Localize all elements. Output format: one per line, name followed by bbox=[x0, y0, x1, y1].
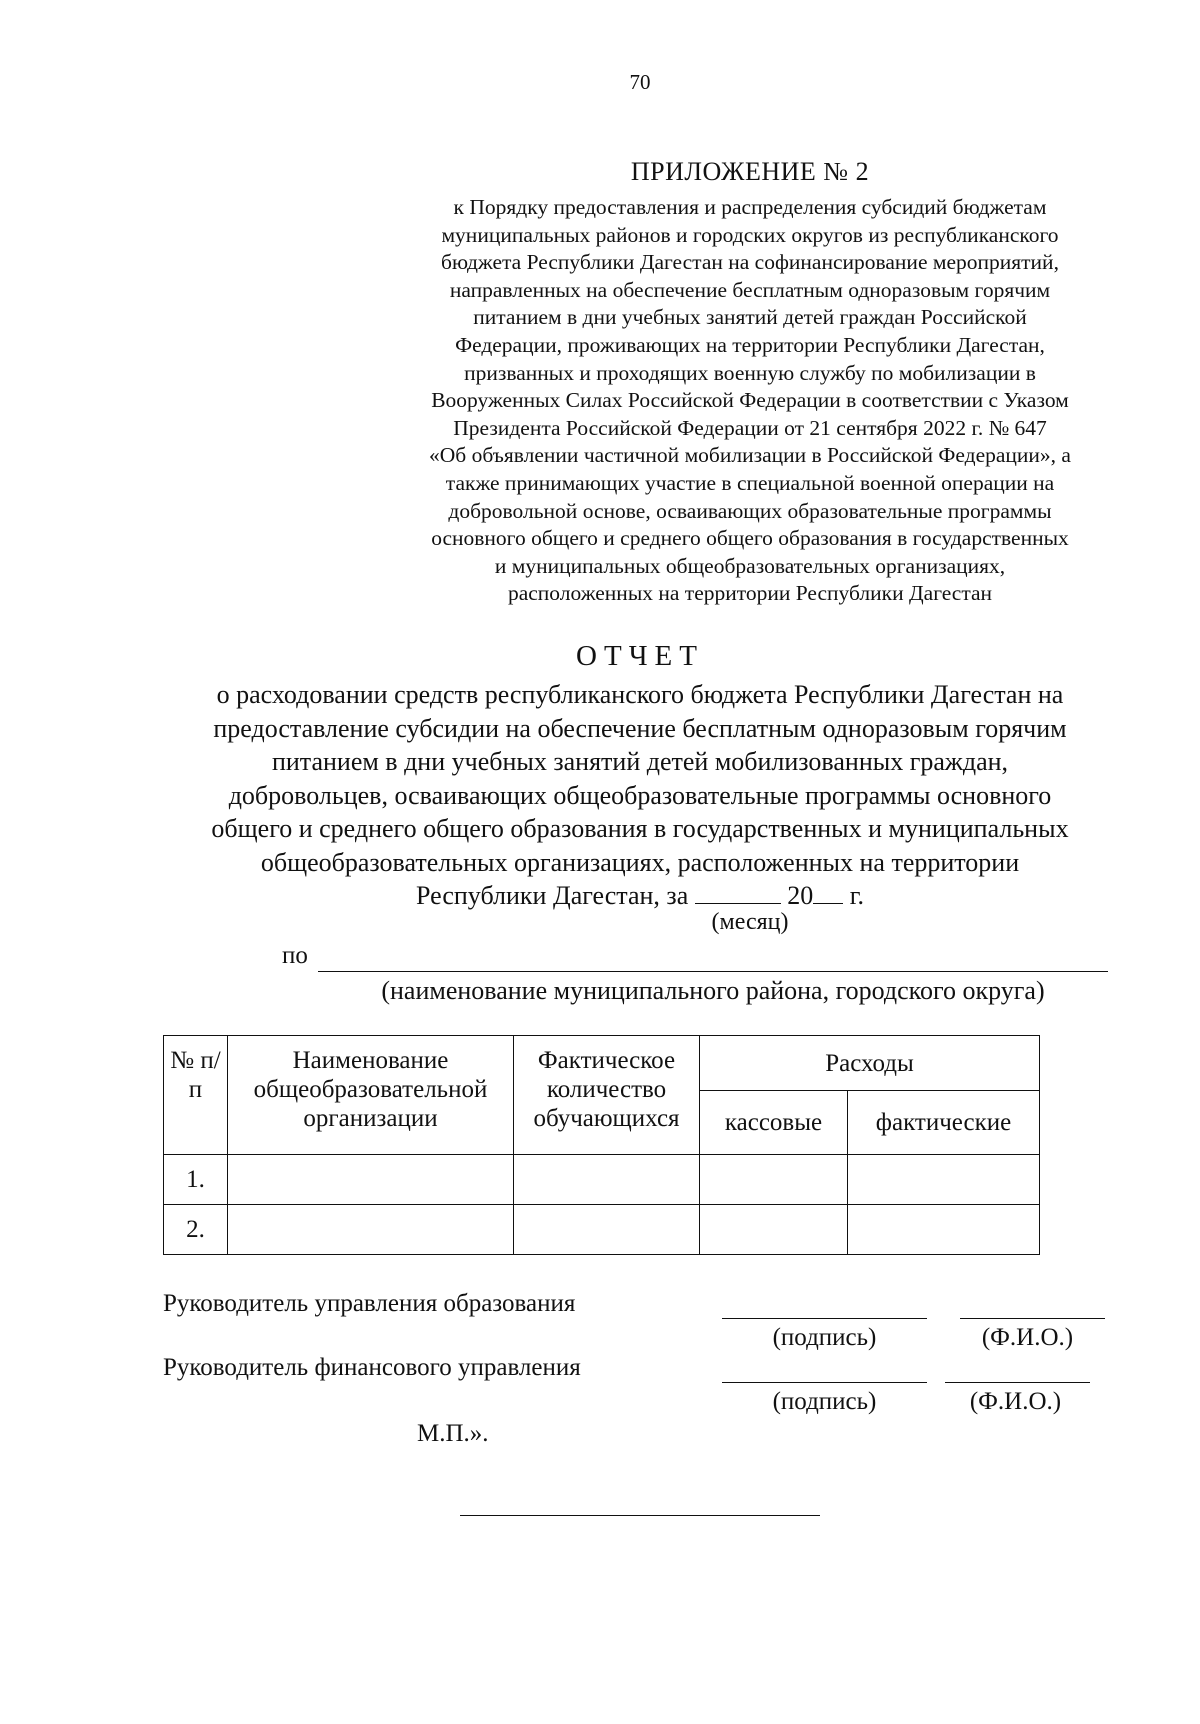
education-head-label: Руководитель управления образования bbox=[163, 1290, 576, 1317]
education-head-signature-field[interactable] bbox=[722, 1318, 927, 1319]
name-caption: (Ф.И.О.) bbox=[969, 1388, 1062, 1415]
municipality-caption: (наименование муниципального района, городского округа) bbox=[381, 976, 1045, 1005]
report-line: о расходовании средств республиканского бюджета Республики Дагестан на bbox=[216, 680, 1064, 709]
cell-student-count[interactable] bbox=[514, 1155, 700, 1205]
year-prefix: 20 bbox=[787, 881, 814, 910]
appendix-line: и муниципальных общеобразовательных организациях, bbox=[494, 553, 1006, 578]
month-caption: (месяц) bbox=[711, 909, 789, 935]
appendix-title: ПРИЛОЖЕНИЕ № 2 bbox=[630, 157, 870, 186]
cell-actual[interactable] bbox=[848, 1155, 1040, 1205]
appendix-line: Вооруженных Силах Российской Федерации в соответствии с Указом bbox=[431, 388, 1069, 413]
appendix-line: муниципальных районов и городских округов из республиканского bbox=[441, 222, 1059, 247]
appendix-line: Президента Российской Федерации от 21 сентября 2022 г. № 647 bbox=[453, 415, 1047, 440]
report-table bbox=[163, 1035, 1040, 1255]
header-student-count: Фактическое количество обучающихся bbox=[514, 1036, 700, 1155]
appendix-line: бюджета Республики Дагестан на софинансирование мероприятий, bbox=[441, 250, 1059, 275]
year-blank-field[interactable] bbox=[813, 885, 843, 904]
row-number: 2. bbox=[164, 1205, 228, 1255]
cell-cash[interactable] bbox=[700, 1205, 848, 1255]
header-organization: Наименование общеобразовательной организации bbox=[228, 1036, 514, 1155]
cell-student-count[interactable] bbox=[514, 1205, 700, 1255]
header-expenses: Расходы bbox=[700, 1036, 1040, 1091]
finance-head-signature-field[interactable] bbox=[722, 1382, 927, 1383]
header-num: № п/п bbox=[164, 1036, 228, 1155]
appendix-line: Федерации, проживающих на территории Республики Дагестан, bbox=[455, 332, 1045, 357]
cell-cash[interactable] bbox=[700, 1155, 848, 1205]
po-label: по bbox=[282, 942, 308, 969]
appendix-line: также принимающих участие в специальной военной операции на bbox=[445, 470, 1055, 495]
month-blank-field[interactable] bbox=[695, 885, 781, 904]
signature-caption: (подпись) bbox=[772, 1388, 877, 1415]
report-period-prefix: Республики Дагестан, за bbox=[416, 881, 689, 910]
table-row bbox=[164, 1205, 1040, 1255]
page-number: 70 bbox=[629, 70, 651, 94]
report-line: добровольцев, осваивающих общеобразовательные программы основного bbox=[228, 780, 1052, 810]
cell-organization[interactable] bbox=[228, 1205, 514, 1255]
appendix-text bbox=[370, 194, 1130, 608]
row-number: 1. bbox=[164, 1155, 228, 1205]
municipality-blank-field[interactable] bbox=[318, 971, 1108, 972]
signature-caption: (подпись) bbox=[772, 1324, 877, 1351]
stamp-place-label: М.П.». bbox=[417, 1420, 489, 1447]
report-subtitle bbox=[150, 678, 1130, 913]
report-line: общего и среднего общего образования в государственных и муниципальных bbox=[211, 814, 1069, 843]
appendix-line: «Об объявлении частичной мобилизации в Российской Федерации», а bbox=[429, 443, 1071, 468]
appendix-line: расположенных на территории Республики Дагестан bbox=[507, 581, 993, 606]
cell-actual[interactable] bbox=[848, 1205, 1040, 1255]
header-cash-expenses: кассовые bbox=[700, 1091, 848, 1155]
table-row bbox=[164, 1155, 1040, 1205]
appendix-line: добровольной основе, осваивающих образовательные программы bbox=[448, 498, 1052, 523]
appendix-line: основного общего и среднего общего образования в государственных bbox=[431, 526, 1069, 551]
finance-head-name-field[interactable] bbox=[945, 1382, 1090, 1383]
report-title: ОТЧЕТ bbox=[576, 640, 704, 672]
appendix-line: к Порядку предоставления и распределения субсидий бюджетам bbox=[453, 195, 1047, 219]
report-line: питанием в дни учебных занятий детей мобилизованных граждан, bbox=[271, 747, 1009, 776]
finance-head-label: Руководитель финансового управления bbox=[163, 1354, 581, 1381]
name-caption: (Ф.И.О.) bbox=[981, 1324, 1074, 1351]
year-suffix: г. bbox=[849, 881, 864, 910]
header-actual-expenses: фактические bbox=[848, 1091, 1040, 1155]
report-period-line bbox=[150, 879, 1130, 913]
report-line: общеобразовательных организациях, расположенных на территории bbox=[260, 847, 1020, 877]
appendix-line: направленных на обеспечение бесплатным одноразовым горячим bbox=[449, 277, 1051, 302]
report-line: предоставление субсидии на обеспечение бесплатным одноразовым горячим bbox=[213, 713, 1067, 743]
appendix-line: питанием в дни учебных занятий детей граждан Российской bbox=[473, 305, 1027, 330]
appendix-line: призванных и проходящих военную службу по мобилизации в bbox=[464, 360, 1036, 385]
cell-organization[interactable] bbox=[228, 1155, 514, 1205]
education-head-name-field[interactable] bbox=[960, 1318, 1105, 1319]
bottom-divider bbox=[460, 1515, 820, 1516]
